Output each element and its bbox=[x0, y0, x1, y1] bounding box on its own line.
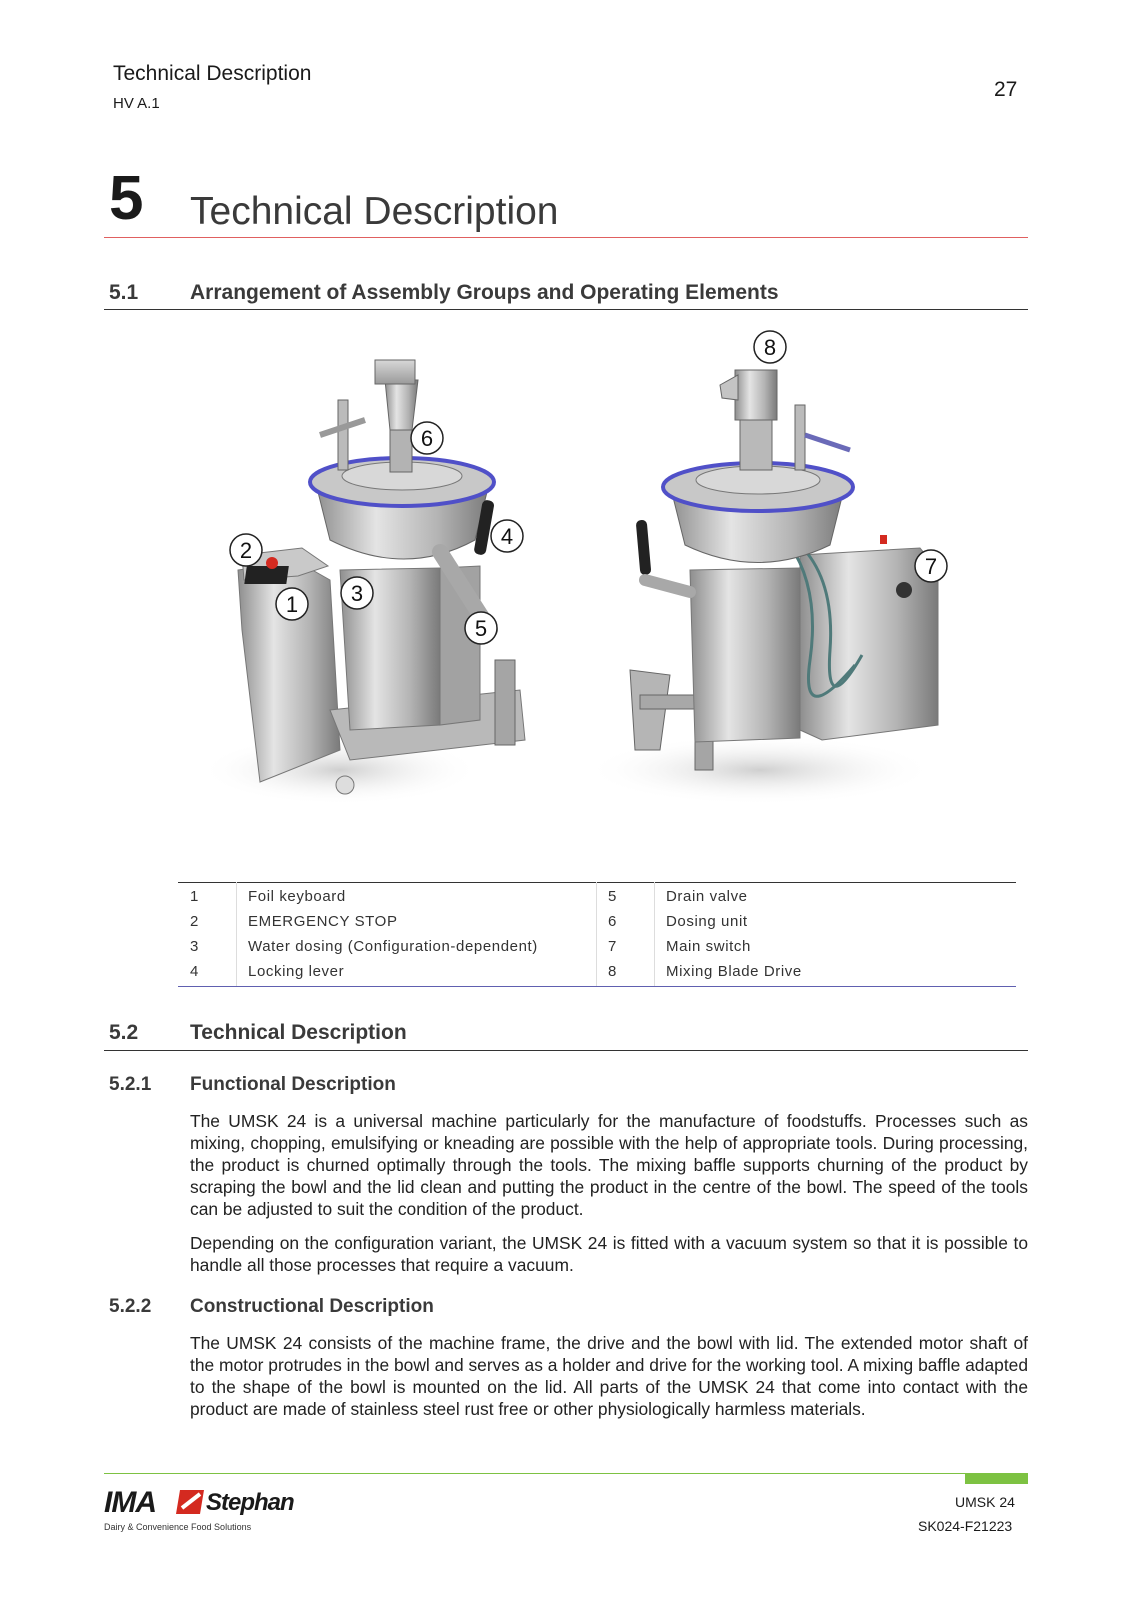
section-number: 5.2.2 bbox=[109, 1296, 152, 1317]
section-title: Functional Description bbox=[190, 1074, 396, 1095]
page-number: 27 bbox=[994, 78, 1018, 101]
callout-6 bbox=[411, 422, 443, 454]
legend-number: 2 bbox=[190, 913, 199, 930]
section-title: Technical Description bbox=[190, 1021, 407, 1044]
svg-text:5: 5 bbox=[474, 616, 488, 641]
legend-row bbox=[178, 938, 1016, 963]
section-title: Constructional Description bbox=[190, 1296, 434, 1317]
section-number: 5.2.1 bbox=[109, 1074, 152, 1095]
machine-right bbox=[585, 370, 938, 805]
legend-text: Drain valve bbox=[666, 888, 748, 905]
callout-8 bbox=[754, 331, 786, 363]
machine-figure bbox=[190, 330, 1000, 840]
section-number: 5.1 bbox=[109, 281, 139, 304]
chapter-number: 5 bbox=[109, 164, 144, 233]
legend-number: 8 bbox=[608, 963, 617, 980]
chapter-rule bbox=[104, 237, 1028, 238]
legend-number: 4 bbox=[190, 963, 199, 980]
legend-number: 3 bbox=[190, 938, 199, 955]
callout-2 bbox=[230, 534, 262, 566]
legend-number: 5 bbox=[608, 888, 617, 905]
legend-bottom-rule bbox=[178, 986, 1016, 987]
legend-row bbox=[178, 888, 1016, 913]
legend-text: Dosing unit bbox=[666, 913, 748, 930]
foil-keyboard bbox=[244, 566, 289, 584]
legend-text: Mixing Blade Drive bbox=[666, 963, 802, 980]
logo-tagline: Dairy & Convenience Food Solutions bbox=[104, 1522, 252, 1532]
section-rule bbox=[104, 1050, 1028, 1051]
main-switch-indicator bbox=[880, 535, 887, 544]
section-number: 5.2 bbox=[109, 1021, 139, 1044]
footer-doc-code: SK024-F21223 bbox=[918, 1518, 1013, 1534]
callout-5 bbox=[465, 612, 497, 644]
functional-description-paragraph-1: The UMSK 24 is a universal machine particularly for the manufacture of foodstuffs. Processes such as mixing, chopping, emulsifying or kneading are possible with the help of appropriate tools. During processing, the product is churned optimally through the tools. The mixing baffle supports churning of the product by scraping the bowl and the lid clean and putting the product in the centre of the bowl. The speed of the tools can be adjusted to suit the condition of the product. bbox=[190, 1111, 1028, 1219]
machine-illustration bbox=[190, 330, 1000, 840]
functional-description-paragraph-2: Depending on the configuration variant, the UMSK 24 is fitted with a vacuum system so that it is possible to handle all those processes that require a vacuum. bbox=[190, 1233, 1028, 1275]
legend-text: EMERGENCY STOP bbox=[248, 913, 398, 930]
callout-7 bbox=[915, 550, 947, 582]
ima-stephan-logo bbox=[104, 1480, 294, 1528]
legend-top-rule bbox=[178, 882, 1016, 883]
footer-product: UMSK 24 bbox=[955, 1494, 1015, 1510]
chapter-title: Technical Description bbox=[190, 190, 559, 233]
footer-rule bbox=[104, 1473, 1028, 1474]
svg-text:IMA: IMA bbox=[104, 1486, 156, 1519]
footer-accent-bar bbox=[965, 1473, 1028, 1484]
svg-text:7: 7 bbox=[924, 554, 938, 579]
constructional-description-paragraph: The UMSK 24 consists of the machine frame, the drive and the bowl with lid. The extended motor shaft of the motor protrudes in the bowl and serves as a holder and drive for the working tool. A mixing baffle adapted to the shape of the bowl is mounted on the lid. All parts of the UMSK 24 that come into contact with the product are made of stainless steel rust free or other physiologically harmless materials. bbox=[190, 1333, 1028, 1419]
svg-text:2: 2 bbox=[239, 538, 253, 563]
callout-4 bbox=[491, 520, 523, 552]
svg-text:6: 6 bbox=[420, 426, 434, 451]
svg-text:4: 4 bbox=[500, 524, 514, 549]
legend-text: Water dosing (Configuration-dependent) bbox=[248, 938, 538, 955]
emergency-stop-icon bbox=[266, 557, 278, 569]
callout-1 bbox=[276, 588, 308, 620]
legend-number: 1 bbox=[190, 888, 199, 905]
header-title: Technical Description bbox=[113, 62, 312, 85]
svg-text:8: 8 bbox=[763, 335, 777, 360]
section-rule bbox=[104, 309, 1028, 310]
legend-text: Main switch bbox=[666, 938, 751, 955]
svg-text:Stephan: Stephan bbox=[206, 1489, 294, 1516]
legend-row bbox=[178, 913, 1016, 938]
section-title: Arrangement of Assembly Groups and Operating Elements bbox=[190, 281, 779, 304]
callout-3 bbox=[341, 577, 373, 609]
legend-text: Foil keyboard bbox=[248, 888, 346, 905]
legend-row bbox=[178, 963, 1016, 988]
legend-number: 7 bbox=[608, 938, 617, 955]
header-subtitle: HV A.1 bbox=[113, 95, 160, 112]
legend-text: Locking lever bbox=[248, 963, 345, 980]
svg-text:3: 3 bbox=[350, 581, 364, 606]
legend-number: 6 bbox=[608, 913, 617, 930]
svg-text:1: 1 bbox=[285, 592, 299, 617]
